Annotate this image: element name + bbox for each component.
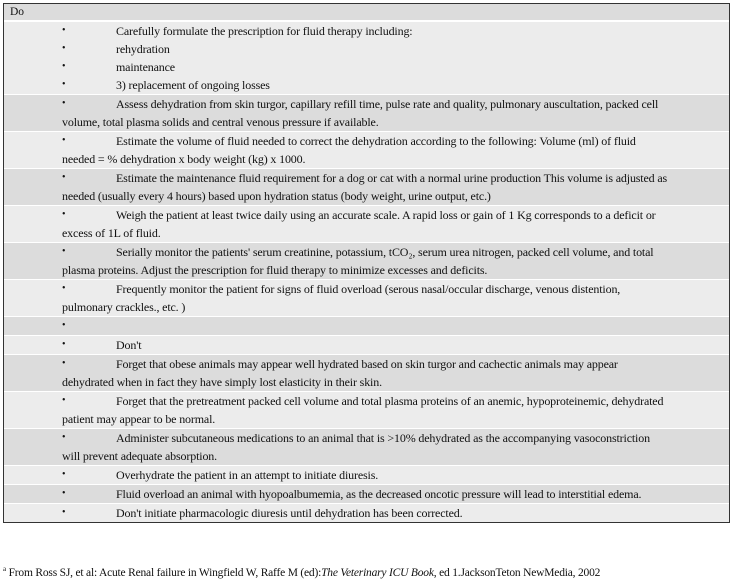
table-row bbox=[4, 131, 729, 168]
list-item-text: 3) replacement of ongoing losses bbox=[116, 78, 270, 92]
list-item-text: Forget that obese animals may appear well hydrated based on skin turgor and cachectic animals may appear dehydrated when in fact they have simply lost elasticity in their skin. bbox=[62, 357, 618, 389]
table-row bbox=[4, 391, 729, 428]
list-item bbox=[4, 169, 729, 205]
table-body bbox=[4, 21, 729, 522]
bullet-icon: • bbox=[62, 283, 66, 294]
table-row bbox=[4, 242, 729, 279]
list-item bbox=[4, 40, 729, 58]
list-item bbox=[4, 22, 729, 40]
bullet-icon: • bbox=[62, 209, 66, 220]
bullet-icon: • bbox=[62, 395, 66, 406]
table-header: Do bbox=[4, 4, 729, 21]
table-row bbox=[4, 168, 729, 205]
bullet-icon: • bbox=[62, 79, 66, 90]
list-item-text: Assess dehydration from skin turgor, capillary refill time, pulse rate and quality, pulmonary auscultation, packed cell volume, total plasma solids and central venous pressure if available. bbox=[62, 97, 659, 129]
bullet-icon: • bbox=[62, 488, 66, 499]
bullet-icon: • bbox=[62, 135, 66, 146]
table-row bbox=[4, 21, 729, 94]
list-item bbox=[4, 243, 729, 279]
list-item-text: Serially monitor the patients' serum creatinine, potassium, tCO₂, serum urea nitrogen, packed cell volume, and total plasma proteins. Adjust the prescription for fluid therapy to minimize excesses and deficits. bbox=[62, 245, 654, 277]
bullet-icon: • bbox=[62, 98, 66, 109]
table-row bbox=[4, 316, 729, 335]
list-item-text: Weigh the patient at least twice daily using an accurate scale. A rapid loss or gain of 1 Kg corresponds to a deficit or excess of 1L of fluid. bbox=[62, 208, 656, 240]
bullet-icon: • bbox=[62, 172, 66, 183]
list-item bbox=[4, 206, 729, 242]
list-item bbox=[4, 429, 729, 465]
bullet-icon: • bbox=[62, 246, 66, 257]
list-item-text: Overhydrate the patient in an attempt to initiate diuresis. bbox=[116, 468, 379, 482]
list-item-text: Don't bbox=[116, 338, 142, 352]
list-item bbox=[4, 317, 729, 335]
list-item bbox=[4, 504, 729, 522]
bullet-icon: • bbox=[62, 320, 66, 331]
table-row bbox=[4, 279, 729, 316]
bullet-icon: • bbox=[62, 61, 66, 72]
footnote bbox=[3, 565, 600, 579]
bullet-icon: • bbox=[62, 358, 66, 369]
table-row bbox=[4, 465, 729, 484]
list-item-text: Fluid overload an animal with hyopoalbumemia, as the decreased oncotic pressure will lead to interstitial edema. bbox=[116, 487, 642, 501]
list-item bbox=[4, 76, 729, 94]
table-row bbox=[4, 354, 729, 391]
list-item bbox=[4, 355, 729, 391]
list-item-text: Estimate the volume of fluid needed to correct the dehydration according to the following: Volume (ml) of fluid needed = % dehydration x body weight (kg) x 1000. bbox=[62, 134, 636, 166]
list-item bbox=[4, 392, 729, 428]
footnote-book-title: The Veterinary ICU Book bbox=[321, 566, 434, 579]
list-item bbox=[4, 466, 729, 484]
bullet-icon: • bbox=[62, 339, 66, 350]
list-item bbox=[4, 485, 729, 503]
list-item-text: Carefully formulate the prescription for fluid therapy including: bbox=[116, 24, 413, 38]
list-item-text: rehydration bbox=[116, 42, 170, 56]
table-row bbox=[4, 503, 729, 522]
list-item-text: Frequently monitor the patient for signs of fluid overload (serous nasal/occular discharge, venous distention, pulmonary crackles., etc. ) bbox=[62, 282, 621, 314]
footnote-text: From Ross SJ, et al: Acute Renal failure in Wingfield W, Raffe M (ed): bbox=[8, 566, 322, 579]
bullet-icon: • bbox=[62, 25, 66, 36]
list-item bbox=[4, 336, 729, 354]
list-item-text: Administer subcutaneous medications to an animal that is >10% dehydrated as the accompanying vasoconstriction will prevent adequate absorption. bbox=[62, 431, 650, 463]
bullet-icon: • bbox=[62, 469, 66, 480]
list-item-text: maintenance bbox=[116, 60, 175, 74]
do-dont-table bbox=[3, 3, 730, 523]
list-item bbox=[4, 95, 729, 131]
list-item-text: Forget that the pretreatment packed cell volume and total plasma proteins of an anemic, hypoproteinemic, dehydrated patient may appear to be normal. bbox=[62, 394, 664, 426]
table-row bbox=[4, 335, 729, 354]
list-item bbox=[4, 280, 729, 316]
footnote-marker: a bbox=[3, 565, 6, 573]
list-item-text: Don't initiate pharmacologic diuresis until dehydration has been corrected. bbox=[116, 506, 463, 520]
table-row bbox=[4, 94, 729, 131]
list-item bbox=[4, 58, 729, 76]
bullet-icon: • bbox=[62, 432, 66, 443]
list-item bbox=[4, 132, 729, 168]
bullet-icon: • bbox=[62, 507, 66, 518]
table-row bbox=[4, 205, 729, 242]
footnote-edition: , ed 1.JacksonTeton NewMedia, 2002 bbox=[433, 566, 601, 579]
table-row bbox=[4, 484, 729, 503]
bullet-icon: • bbox=[62, 43, 66, 54]
table-row bbox=[4, 428, 729, 465]
list-item-text: Estimate the maintenance fluid requirement for a dog or cat with a normal urine production This volume is adjusted as needed (usually every 4 hours) based upon hydration status (body weight, urine output, etc.) bbox=[62, 171, 668, 203]
